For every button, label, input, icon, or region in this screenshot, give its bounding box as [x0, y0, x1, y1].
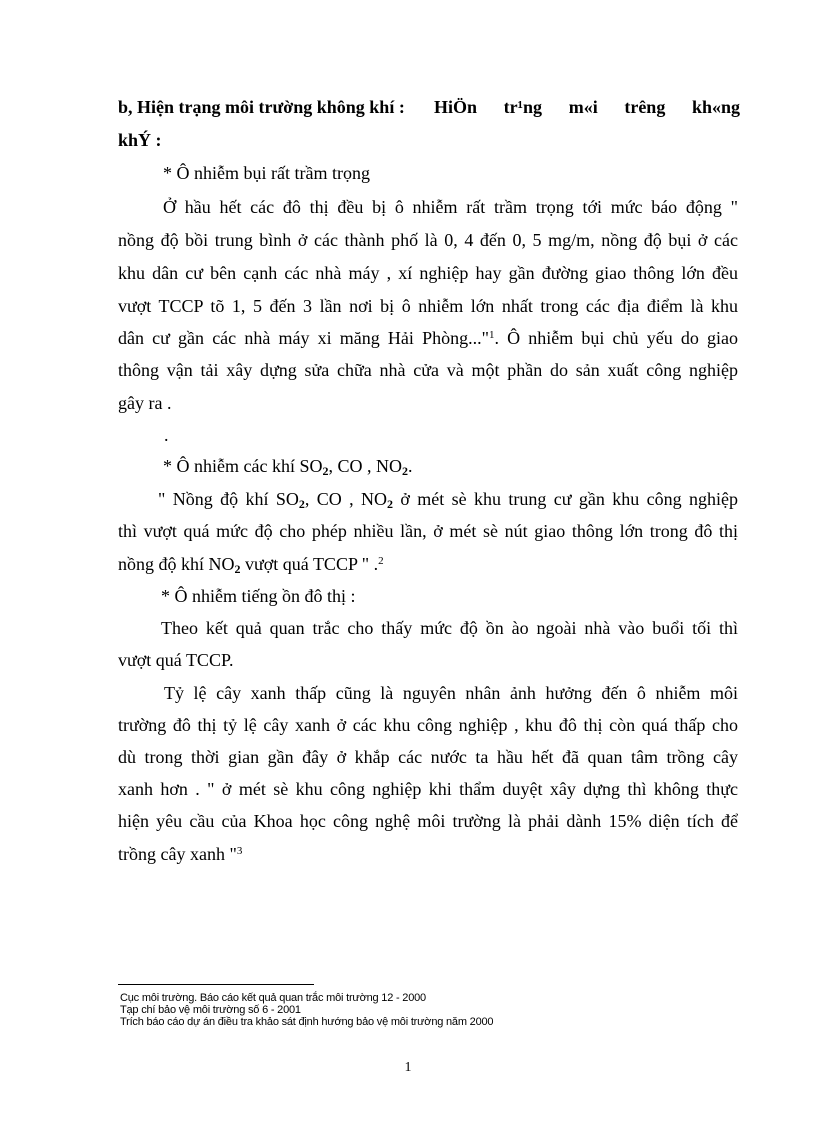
subscript: 2	[387, 497, 394, 511]
paragraph-line: gây ra .	[118, 393, 172, 413]
paragraph-line: Theo kết quả quan trắc cho thấy mức độ ồn ào ngoài nhà vào buổi tối thì	[161, 618, 738, 638]
paragraph-line	[118, 327, 738, 349]
page-number: 1	[404, 1060, 412, 1075]
paragraph-line: trường đô thị tỷ lệ cây xanh ở các khu công nghiệp , khu đô thị còn quá thấp cho	[118, 715, 738, 735]
title-text: * Ô nhiễm các khí SO	[163, 456, 323, 476]
section-heading	[118, 97, 740, 121]
paragraph-line	[118, 553, 738, 575]
paragraph-text: , CO , NO	[304, 489, 388, 509]
subscript: 2	[298, 497, 305, 511]
stray-dot: .	[164, 425, 169, 445]
paragraph-line	[118, 843, 738, 865]
paragraph-text: nồng độ khí NO	[118, 554, 235, 574]
paragraph-line: xanh hơn . " ở mét sè khu công nghiệp khi thẩm duyệt xây dựng thì không thực	[118, 779, 738, 799]
dust-section-title: * Ô nhiễm bụi rất trầm trọng	[163, 163, 370, 183]
paragraph-line: khu dân cư bên cạnh các nhà máy , xí nghiệp hay gần đường giao thông lớn đều	[118, 263, 738, 283]
paragraph-line: vượt quá TCCP.	[118, 650, 234, 670]
paragraph-text: trồng cây xanh "	[118, 844, 237, 864]
footnote-ref-3: 3	[236, 845, 243, 857]
paragraph-line: thì vượt quá mức độ cho phép nhiều lần, ở mét sè nút giao thông lớn trong đô thị	[118, 521, 738, 541]
paragraph-line: dù trong thời gian gần đây ở khắp các nước ta hầu hết đã quan tâm trồng cây	[118, 747, 738, 767]
title-text: , CO , NO	[328, 456, 402, 476]
paragraph-text: " Nồng độ khí SO	[158, 489, 299, 509]
paragraph-line: nồng độ bồi trung bình ở các thành phố là 0, 4 đến 0, 5 mg/m, nồng độ bụi ở các	[118, 230, 738, 250]
subscript: 2	[234, 562, 241, 576]
footnote-ref-2: 2	[378, 555, 384, 567]
paragraph-text: vượt quá TCCP " .	[240, 554, 379, 574]
subscript: 2	[322, 464, 329, 478]
paragraph-line: thông vận tải xây dựng sửa chữa nhà cửa và một phần do sản xuất công nghiệp	[118, 360, 738, 380]
footnote-1: Cục môi trường. Báo cáo kết quả quan trắc môi trường 12 - 2000	[120, 992, 426, 1004]
gas-section-title	[163, 455, 738, 477]
paragraph-line: vượt TCCP tõ 1, 5 đến 3 lần nơi bị ô nhiễm lớn nhất trong các địa điểm là khu	[118, 296, 738, 316]
heading-garbled-text: HiÖn tr¹ng m«i trêng kh«ng	[434, 97, 740, 117]
noise-section-title: * Ô nhiễm tiếng ồn đô thị :	[161, 586, 356, 606]
paragraph-line	[158, 488, 738, 510]
paragraph-text: . Ô nhiễm bụi chủ yếu do giao	[494, 328, 738, 348]
paragraph-line: Ở hầu hết các đô thị đều bị ô nhiễm rất trầm trọng tới mức báo động "	[163, 197, 738, 217]
paragraph-line: Tỷ lệ cây xanh thấp cũng là nguyên nhân ảnh hưởng đến ô nhiễm môi	[164, 683, 738, 703]
footnote-3: Trích báo cáo dự án điều tra khảo sát định hướng bảo vệ môi trường năm 2000	[120, 1016, 494, 1028]
title-text: .	[407, 456, 413, 476]
heading-title: b, Hiện trạng môi trường không khí :	[118, 97, 405, 117]
paragraph-text: dân cư gần các nhà máy xi măng Hải Phòng..."	[118, 328, 489, 348]
paragraph-text: ở mét sè khu trung cư gần khu công nghiệp	[393, 489, 738, 509]
heading-continuation: khÝ :	[118, 130, 162, 150]
footnote-separator	[118, 984, 314, 985]
paragraph-line: hiện yêu cầu của Khoa học công nghệ môi trường là phải dành 15% diện tích để	[118, 811, 738, 831]
footnote-2: Tạp chí bảo vệ môi trường số 6 - 2001	[120, 1004, 301, 1016]
subscript: 2	[401, 464, 408, 478]
footnote-ref-1: 1	[488, 329, 495, 341]
